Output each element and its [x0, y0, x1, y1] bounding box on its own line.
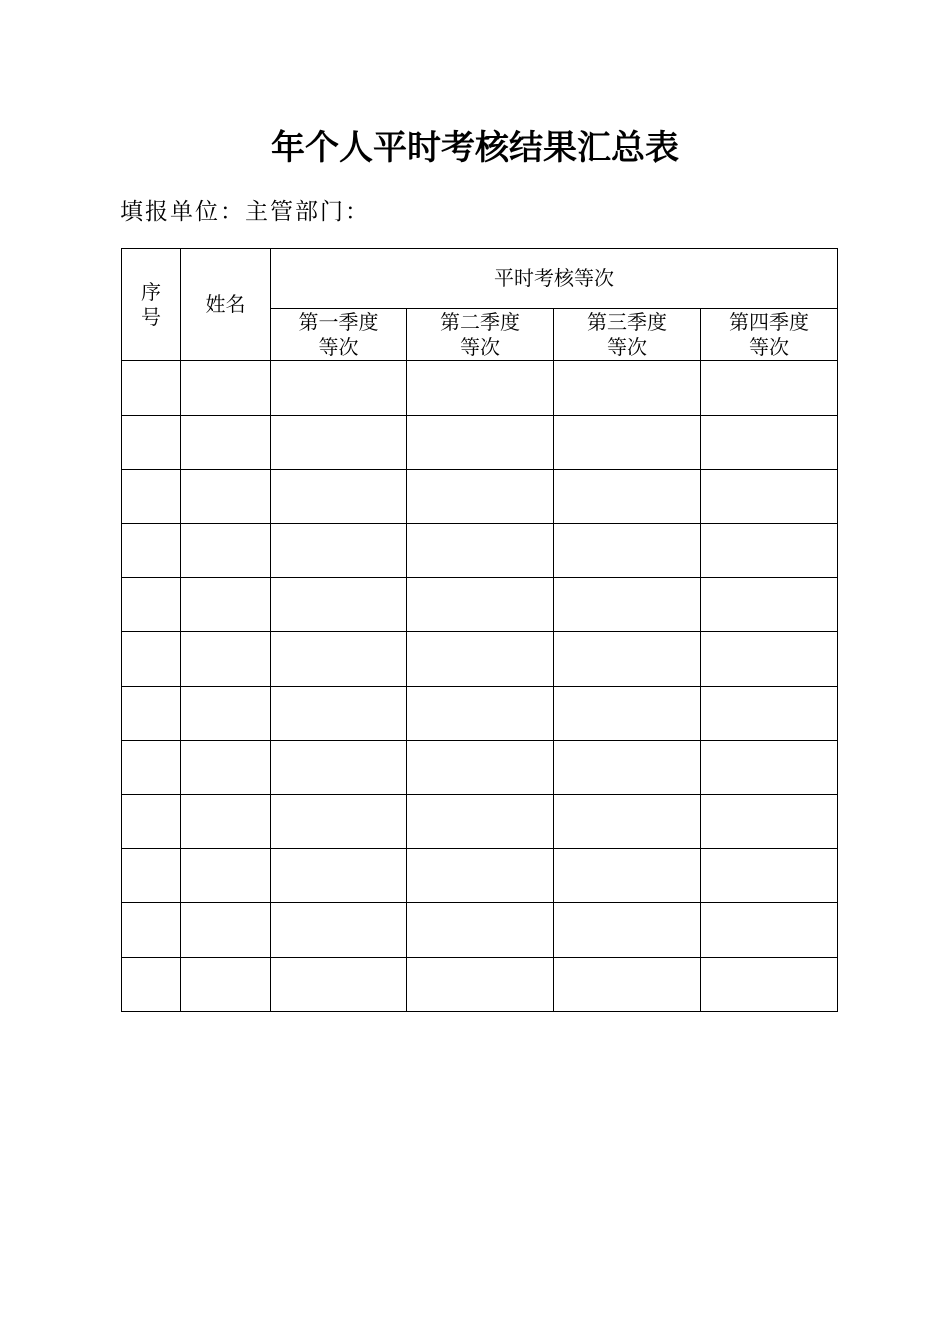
table-cell[interactable] [271, 686, 407, 740]
table-cell[interactable] [701, 361, 838, 415]
fill-unit-label: 填报单位：主管部门： [120, 199, 370, 225]
table-cell[interactable] [407, 632, 554, 686]
table-cell[interactable] [554, 740, 701, 794]
table-cell[interactable] [122, 632, 181, 686]
table-cell[interactable] [181, 686, 271, 740]
table-cell[interactable] [181, 849, 271, 903]
table-cell[interactable] [181, 415, 271, 469]
table-cell[interactable] [407, 469, 554, 523]
table-cell[interactable] [122, 740, 181, 794]
table-cell[interactable] [407, 524, 554, 578]
table-cell[interactable] [407, 795, 554, 849]
header-quarter-3-line1: 第三季度 [587, 309, 667, 334]
table-row [122, 795, 838, 849]
table-row [122, 632, 838, 686]
table-row [122, 415, 838, 469]
table-cell[interactable] [407, 740, 554, 794]
table-cell[interactable] [701, 469, 838, 523]
table-cell[interactable] [122, 524, 181, 578]
table-cell[interactable] [554, 903, 701, 957]
table-cell[interactable] [701, 903, 838, 957]
table-cell[interactable] [407, 849, 554, 903]
table-cell[interactable] [554, 578, 701, 632]
table-cell[interactable] [271, 415, 407, 469]
header-quarter-4 [701, 309, 838, 361]
table-cell[interactable] [181, 361, 271, 415]
table-cell[interactable] [701, 632, 838, 686]
header-seq-line2: 号 [141, 304, 161, 329]
table-cell[interactable] [271, 524, 407, 578]
table-cell[interactable] [554, 361, 701, 415]
header-quarter-2-line2: 等次 [460, 334, 500, 359]
table-row [122, 957, 838, 1011]
table-row [122, 469, 838, 523]
header-quarter-1-line1: 第一季度 [298, 309, 379, 334]
table-cell[interactable] [122, 361, 181, 415]
header-name: 姓名 [181, 249, 271, 361]
header-quarter-1-line2: 等次 [318, 334, 359, 359]
table-cell[interactable] [701, 957, 838, 1011]
table-cell[interactable] [407, 957, 554, 1011]
table-cell[interactable] [701, 849, 838, 903]
table-cell[interactable] [181, 903, 271, 957]
page-title: 年个人平时考核结果汇总表 [271, 128, 679, 168]
table-cell[interactable] [181, 469, 271, 523]
header-quarter-2 [407, 309, 554, 361]
table-cell[interactable] [181, 578, 271, 632]
table-cell[interactable] [122, 686, 181, 740]
table-cell[interactable] [554, 524, 701, 578]
table-cell[interactable] [701, 686, 838, 740]
table-cell[interactable] [554, 415, 701, 469]
table-cell[interactable] [122, 469, 181, 523]
table-row [122, 740, 838, 794]
table-cell[interactable] [554, 795, 701, 849]
table-cell[interactable] [122, 795, 181, 849]
header-quarter-4-line2: 等次 [749, 334, 789, 359]
table-cell[interactable] [554, 849, 701, 903]
table-cell[interactable] [271, 469, 407, 523]
header-quarter-4-line1: 第四季度 [729, 309, 809, 334]
table-cell[interactable] [407, 415, 554, 469]
table-cell[interactable] [407, 578, 554, 632]
table-row [122, 578, 838, 632]
header-row-1 [122, 249, 838, 309]
table-cell[interactable] [271, 957, 407, 1011]
table-cell[interactable] [407, 361, 554, 415]
table-cell[interactable] [122, 903, 181, 957]
table-cell[interactable] [271, 578, 407, 632]
table-row [122, 524, 838, 578]
table-cell[interactable] [271, 849, 407, 903]
table-cell[interactable] [271, 361, 407, 415]
summary-table [121, 248, 838, 1012]
table-cell[interactable] [122, 849, 181, 903]
table-cell[interactable] [271, 903, 407, 957]
table-row [122, 361, 838, 415]
table-row [122, 903, 838, 957]
table-cell[interactable] [181, 740, 271, 794]
table-cell[interactable] [407, 686, 554, 740]
header-seq [122, 249, 181, 361]
header-quarter-1 [271, 309, 407, 361]
header-quarter-3-line2: 等次 [607, 334, 647, 359]
table-cell[interactable] [701, 740, 838, 794]
table-cell[interactable] [701, 578, 838, 632]
table-cell[interactable] [554, 686, 701, 740]
table-row [122, 849, 838, 903]
table-cell[interactable] [554, 469, 701, 523]
header-quarter-3 [554, 309, 701, 361]
table-cell[interactable] [407, 903, 554, 957]
table-cell[interactable] [181, 632, 271, 686]
table-cell[interactable] [271, 632, 407, 686]
table-cell[interactable] [701, 415, 838, 469]
table-cell[interactable] [181, 795, 271, 849]
table-cell[interactable] [554, 632, 701, 686]
table-cell[interactable] [122, 957, 181, 1011]
table-cell[interactable] [554, 957, 701, 1011]
table-row [122, 686, 838, 740]
table-cell[interactable] [271, 795, 407, 849]
header-seq-line1: 序 [141, 279, 161, 304]
table-cell[interactable] [122, 415, 181, 469]
table-cell[interactable] [701, 524, 838, 578]
table-cell[interactable] [122, 578, 181, 632]
table-cell[interactable] [701, 795, 838, 849]
table-cell[interactable] [181, 524, 271, 578]
table-cell[interactable] [271, 740, 407, 794]
header-quarter-2-line1: 第二季度 [440, 309, 520, 334]
header-group: 平时考核等次 [271, 249, 838, 309]
table-cell[interactable] [181, 957, 271, 1011]
